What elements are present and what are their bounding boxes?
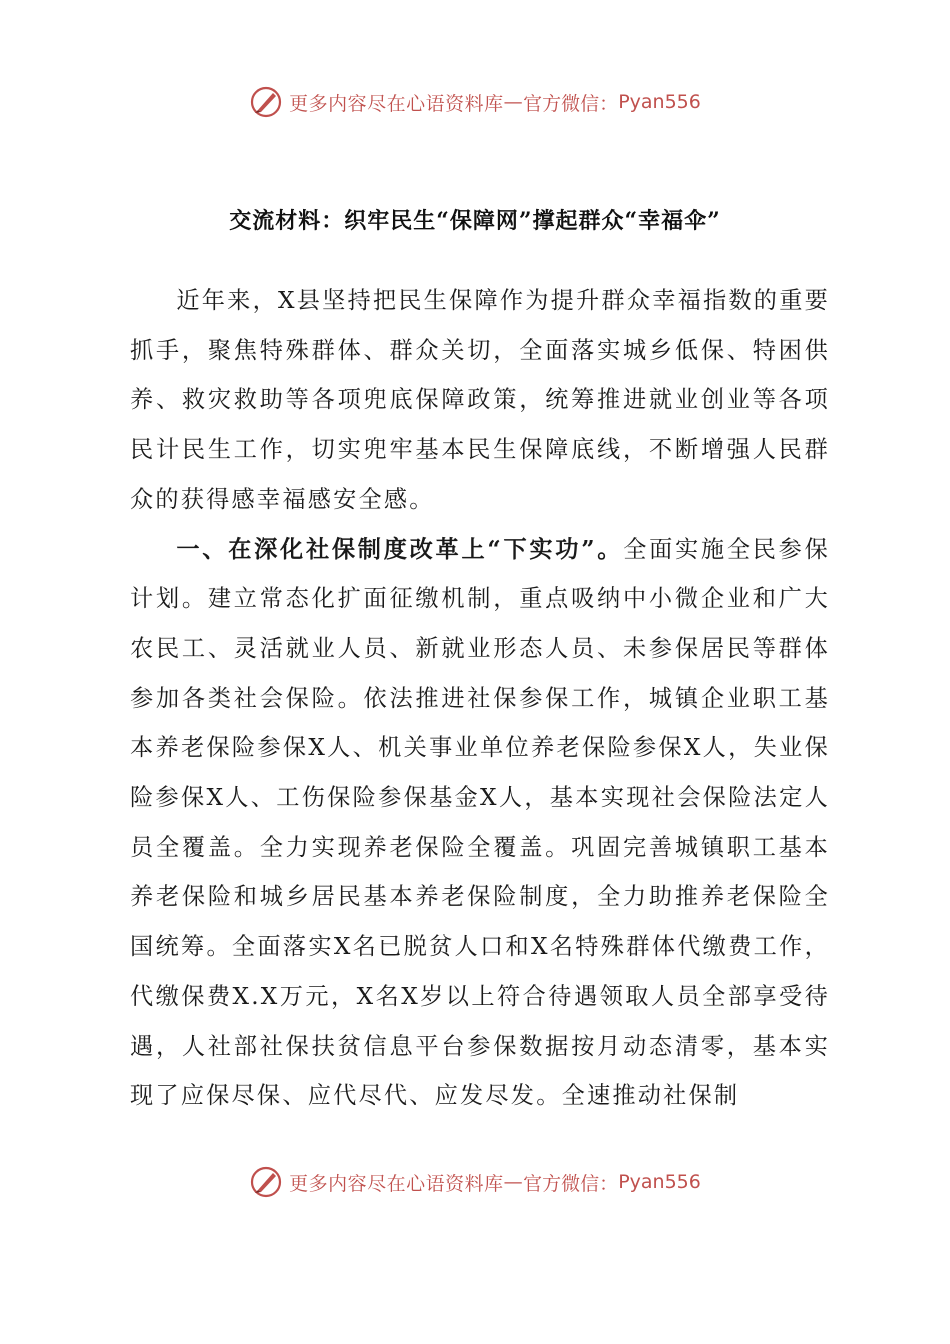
banner-dash: —	[503, 91, 524, 113]
banner-dash: —	[503, 1171, 524, 1193]
banner-wechat-label: 官方微信：	[523, 92, 619, 115]
banner-wechat-id: Pyan556	[618, 91, 701, 113]
document-body	[130, 276, 830, 1121]
footer-banner	[0, 1160, 950, 1204]
document-title: 交流材料：织牢民生“保障网”撑起群众“幸福伞”	[229, 208, 721, 234]
banner-wechat-id: Pyan556	[618, 1171, 701, 1193]
section-1-paragraph	[130, 525, 830, 1121]
pen-logo-icon	[249, 85, 283, 119]
intro-paragraph: 近年来，X县坚持把民生保障作为提升群众幸福指数的重要抓手，聚焦特殊群体、群众关切，全面落实城乡低保、特困供养、救灾救助等各项兜底保障政策，统筹推进就业创业等各项民计民生工作，切实兜牢基本民生保障底线，不断增强人民群众的获得感幸福感安全感。	[130, 287, 830, 513]
banner-title: 更多内容尽在心语资料库	[289, 92, 504, 115]
section-1-heading: 一、在深化社保制度改革上“下实功”。	[176, 535, 624, 563]
header-banner	[0, 80, 950, 124]
section-1-body: 全面实施全民参保计划。建立常态化扩面征缴机制，重点吸纳中小微企业和广大农民工、灵活就业人员、新就业形态人员、未参保居民等群体参加各类社会保险。依法推进社保参保工作，城镇企业职工基本养老保险参保X人、机关事业单位养老保险参保X人，失业保险参保X人、工伤保险参保基金X人，基本实现社会保险法定人员全覆盖。全力实现养老保险全覆盖。巩固完善城镇职工基本养老保险和城乡居民基本养老保险制度，全力助推养老保险全国统筹。全面落实X名已脱贫人口和X名特殊群体代缴费工作，代缴保费X.X万元，X名X岁以上符合待遇领取人员全部享受待遇，人社部社保扶贫信息平台参保数据按月动态清零，基本实现了应保尽保、应代尽代、应发尽发。全速推动社保制	[130, 535, 830, 1110]
pen-logo-icon	[249, 1165, 283, 1199]
banner-wechat-label: 官方微信：	[523, 1172, 619, 1195]
banner-title: 更多内容尽在心语资料库	[289, 1172, 504, 1195]
